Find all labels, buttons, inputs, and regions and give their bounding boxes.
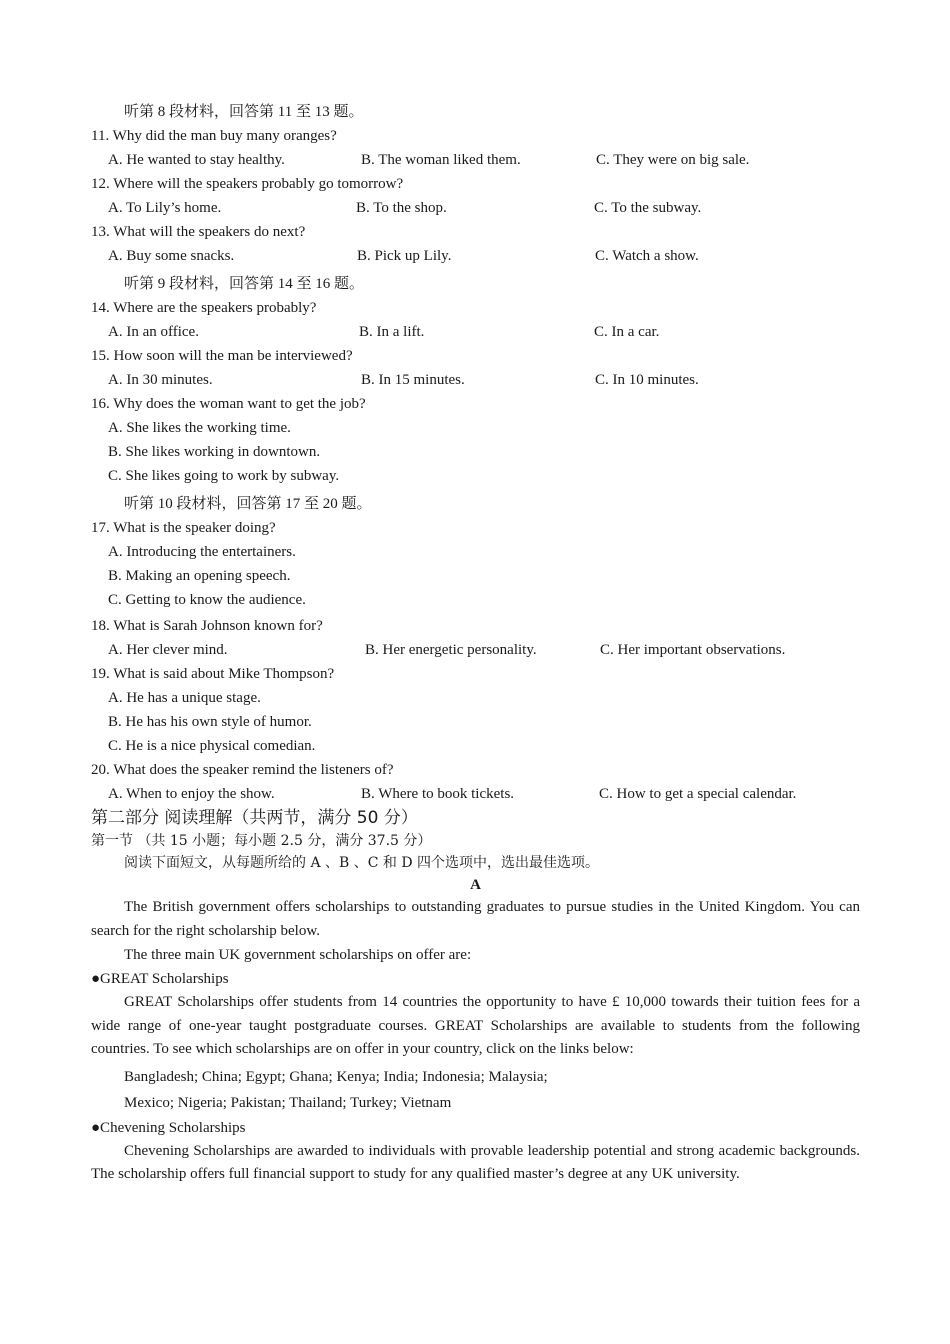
option-a: A. She likes the working time. (108, 420, 291, 436)
passage8-instruction: 听第 8 段材料，回答第 11 至 13 题。 (124, 104, 364, 120)
option-b: B. Where to book tickets. (361, 786, 515, 802)
exam-page (91, 100, 860, 1187)
option-c: C. In a car. (594, 324, 660, 340)
option-c: C. Watch a show. (595, 248, 699, 264)
question-18: 18. What is Sarah Johnson known for? (91, 618, 323, 634)
option-c: C. He is a nice physical comedian. (108, 738, 316, 754)
question-19: 19. What is said about Mike Thompson? (91, 666, 335, 682)
question-16: 16. Why does the woman want to get the job? (91, 396, 366, 412)
option-c: C. Getting to know the audience. (108, 592, 306, 608)
question-20: 20. What does the speaker remind the listeners of? (91, 762, 394, 778)
paragraph: The British government offers scholarships to outstanding graduates to pursue studies in the United Kingdom. You can search for the right scholarship below. (91, 899, 860, 939)
option-b: B. Making an opening speech. (108, 568, 291, 584)
option-b: B. She likes working in downtown. (108, 444, 321, 460)
passage-label: A (470, 877, 481, 893)
option-a: A. Her clever mind. (108, 642, 228, 658)
option-c: C. They were on big sale. (596, 152, 750, 168)
option-c: C. To the subway. (594, 200, 702, 216)
option-b: B. Pick up Lily. (357, 248, 452, 264)
option-a: A. In 30 minutes. (108, 372, 213, 388)
option-b: B. In a lift. (359, 324, 425, 340)
question-12: 12. Where will the speakers probably go tomorrow? (91, 176, 404, 192)
option-a: A. Introducing the entertainers. (108, 544, 296, 560)
option-b: B. Her energetic personality. (365, 642, 537, 658)
question-11-options (91, 148, 860, 172)
question-15-options (91, 368, 860, 392)
option-a: A. In an office. (108, 324, 199, 340)
question-11: 11. Why did the man buy many oranges? (91, 128, 337, 144)
country-list: Bangladesh; China; Egypt; Ghana; Kenya; India; Indonesia; Malaysia; (124, 1068, 548, 1085)
option-b: B. To the shop. (356, 200, 447, 216)
paragraph: The three main UK government scholarships on offer are: (124, 947, 472, 963)
question-12-options (91, 196, 860, 220)
question-14-options (91, 320, 860, 344)
option-c: C. She likes going to work by subway. (108, 468, 340, 484)
question-17: 17. What is the speaker doing? (91, 520, 276, 536)
bullet-heading: ●Chevening Scholarships (91, 1119, 246, 1136)
reading-instruction: 阅读下面短文，从每题所给的 A 、B 、C 和 D 四个选项中，选出最佳选项。 (124, 855, 600, 871)
passage10-instruction: 听第 10 段材料，回答第 17 至 20 题。 (124, 496, 372, 512)
option-a: A. When to enjoy the show. (108, 786, 275, 802)
question-14: 14. Where are the speakers probably? (91, 300, 317, 316)
bullet-heading: ●GREAT Scholarships (91, 971, 229, 987)
option-c: C. In 10 minutes. (595, 372, 699, 388)
option-b: B. He has his own style of humor. (108, 714, 312, 730)
section-title: 第一节 （共 15 小题；每小题 2.5 分，满分 37.5 分） (91, 833, 432, 849)
question-20-options (91, 782, 860, 806)
question-18-options (91, 638, 860, 662)
question-13-options (91, 244, 860, 268)
option-a: A. He has a unique stage. (108, 690, 261, 706)
question-13: 13. What will the speakers do next? (91, 224, 306, 240)
passage9-instruction: 听第 9 段材料，回答第 14 至 16 题。 (124, 276, 365, 292)
option-c: C. Her important observations. (600, 642, 786, 658)
option-b: B. The woman liked them. (361, 152, 521, 168)
option-c: C. How to get a special calendar. (599, 786, 797, 802)
option-a: A. He wanted to stay healthy. (108, 152, 285, 168)
question-15: 15. How soon will the man be interviewed? (91, 348, 353, 364)
country-list: Mexico; Nigeria; Pakistan; Thailand; Turkey; Vietnam (124, 1094, 452, 1111)
option-b: B. In 15 minutes. (361, 372, 465, 388)
paragraph: Chevening Scholarships are awarded to individuals with provable leadership potential and strong academic backgrounds. The scholarship offers full financial support to study for any qualified master’s degree at any UK university. (91, 1142, 860, 1182)
paragraph: GREAT Scholarships offer students from 14 countries the opportunity to have £ 10,000 towards their tuition fees for a wide range of one-year taught postgraduate courses. GREAT Scholarships are available to students from the following countries. To see which scholarships are on offer in your country, click on the links below: (91, 994, 860, 1057)
part-title: 第二部分 阅读理解（共两节，满分 50 分） (91, 808, 418, 828)
option-a: A. To Lily’s home. (108, 200, 222, 216)
option-a: A. Buy some snacks. (108, 248, 235, 264)
